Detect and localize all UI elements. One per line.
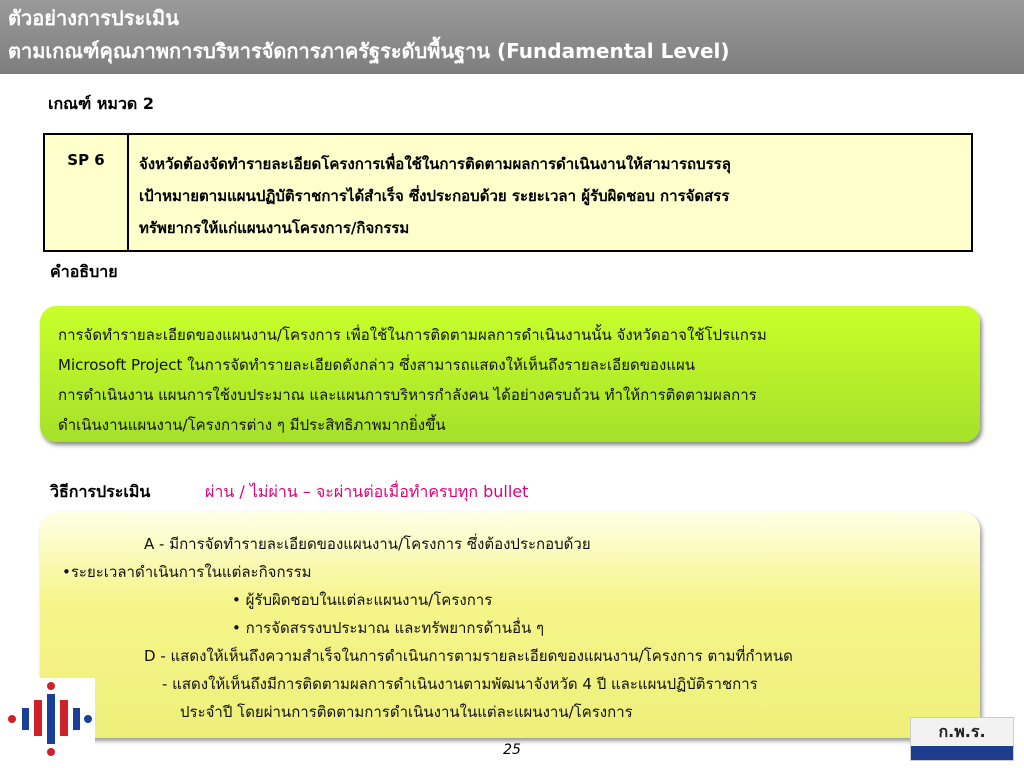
- sp-table: [43, 133, 973, 252]
- description-line: การดำเนินงาน แผนการใช้งบประมาณ และแผนการบริหารกำลังคน ได้อย่างครบถ้วน ทำให้การติดตามผลการ: [58, 386, 757, 404]
- description-label: คำอธิบาย: [50, 262, 118, 281]
- sp-text-line: เป้าหมายตามแผนปฏิบัติราชการได้สำเร็จ ซึ่งประกอบด้วย ระยะเวลา ผู้รับผิดชอบ การจัดสรร: [139, 187, 730, 205]
- eval-d-line-1: D - แสดงให้เห็นถึงความสำเร็จในการดำเนินการตามรายละเอียดของแผนงาน/โครงการ ตามที่กำหนด: [144, 647, 793, 665]
- evaluation-box: [40, 512, 980, 738]
- sp-text-line: จังหวัดต้องจัดทำรายละเอียดโครงการเพื่อใช้ในการติดตามผลการดำเนินงานให้สามารถบรรลุ: [139, 155, 731, 173]
- sp-id: SP 6: [45, 135, 129, 250]
- eval-bullet-3: • การจัดสรรงบประมาณ และทรัพยากรด้านอื่น ๆ: [232, 619, 545, 637]
- header-title-line1: ตัวอย่างการประเมิน: [8, 6, 179, 30]
- eval-bullet-1: •ระยะเวลาดำเนินการในแต่ละกิจกรรม: [62, 563, 312, 581]
- description-line: Microsoft Project ในการจัดทำรายละเอียดดังกล่าว ซึ่งสามารถแสดงให้เห็นถึงรายละเอียดของแผน: [58, 356, 696, 374]
- description-box: [40, 306, 980, 442]
- eval-bullet-2: • ผู้รับผิดชอบในแต่ละแผนงาน/โครงการ: [232, 591, 493, 609]
- eval-a-line: A - มีการจัดทำรายละเอียดของแผนงาน/โครงการ ซึ่งต้องประกอบด้วย: [144, 535, 591, 553]
- eval-d-line-2: - แสดงให้เห็นถึงมีการติดตามผลการดำเนินงานตามพัฒนาจังหวัด 4 ปี และแผนปฏิบัติราชการ: [162, 675, 758, 693]
- page-number: 25: [503, 742, 521, 758]
- slide-header: [0, 0, 1024, 74]
- description-line: การจัดทำรายละเอียดของแผนงาน/โครงการ เพื่อใช้ในการติดตามผลการดำเนินงานนั้น จังหวัดอาจใช้โปรแกรม: [58, 326, 767, 344]
- opdc-logo-text: ก.พ.ร.: [938, 722, 986, 741]
- evaluation-label: วิธีการประเมิน: [50, 482, 151, 501]
- eval-d-line-3: ประจำปี โดยผ่านการติดตามการดำเนินงานในแต่ละแผนงาน/โครงการ: [180, 703, 633, 721]
- sp-text-line: ทรัพยากรให้แก่แผนงานโครงการ/กิจกรรม: [139, 219, 410, 237]
- evaluation-note: ผ่าน / ไม่ผ่าน – จะผ่านต่อเมื่อทำครบทุก bullet: [205, 482, 529, 501]
- sp-text: [129, 135, 971, 250]
- header-title-line2: ตามเกณฑ์คุณภาพการบริหารจัดการภาครัฐระดับพื้นฐาน (Fundamental Level): [8, 39, 730, 63]
- description-line: ดำเนินงานแผนงาน/โครงการต่าง ๆ มีประสิทธิภาพมากยิ่งขึ้น: [58, 416, 446, 434]
- criteria-label: เกณฑ์ หมวด 2: [48, 94, 155, 113]
